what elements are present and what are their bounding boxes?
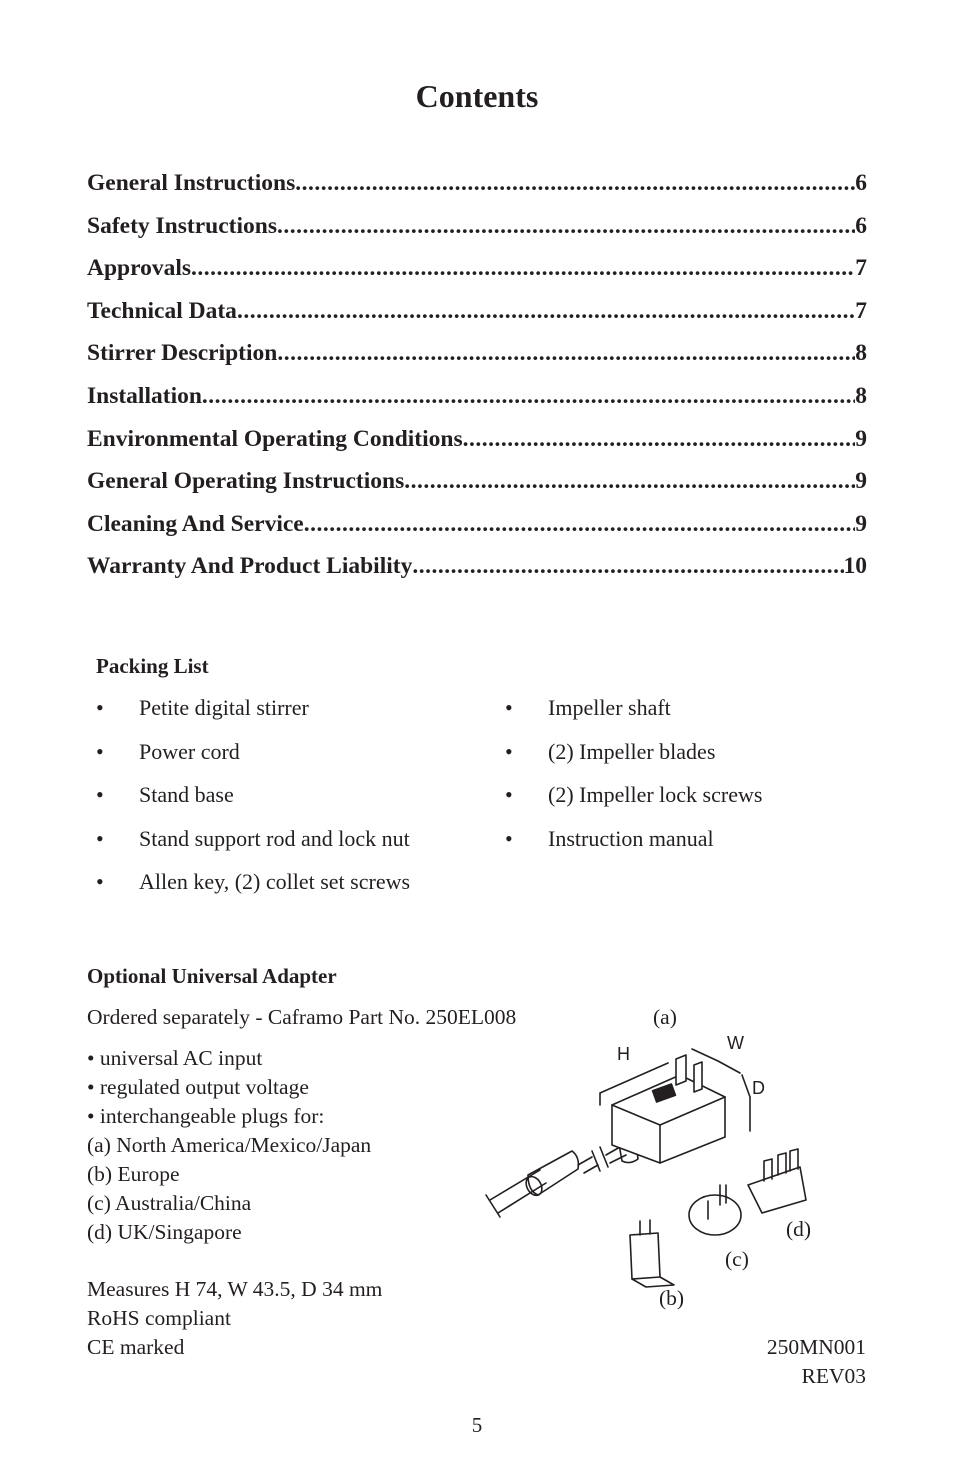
page-number: 5 xyxy=(471,1413,483,1437)
toc-leader-dots xyxy=(191,255,855,282)
toc-entry-general-operating-instructions[interactable] xyxy=(87,468,867,511)
toc-label: Safety Instructions xyxy=(87,212,277,239)
adapter-feature: (d) UK/Singapore xyxy=(87,1220,242,1244)
bullet: • xyxy=(96,869,104,894)
toc-label: Stirrer Description xyxy=(87,340,278,367)
bullet: • xyxy=(505,825,513,851)
adapter-spec: CE marked xyxy=(87,1335,185,1359)
toc-entry-environmental-conditions[interactable] xyxy=(87,426,867,469)
toc-page-number: 6 xyxy=(855,170,867,196)
document-revision: REV03 xyxy=(801,1364,866,1388)
toc-entry-warranty[interactable] xyxy=(87,553,867,596)
adapter-feature: • regulated output voltage xyxy=(87,1075,309,1099)
dimension-label-h: H xyxy=(617,1044,630,1064)
toc-page-number: 9 xyxy=(855,425,867,452)
optional-adapter-title: Optional Universal Adapter xyxy=(87,964,337,988)
toc-page-number: 10 xyxy=(843,553,867,580)
toc-leader-dots xyxy=(295,170,855,197)
figure-label-c: (c) xyxy=(725,1247,749,1271)
toc-label: Warranty And Product Liability xyxy=(87,553,413,580)
toc-label: General Instructions xyxy=(87,170,296,196)
toc-page-number: 7 xyxy=(855,255,867,282)
list-item-text: Stand support rod and lock nut xyxy=(139,825,410,851)
toc-leader-dots xyxy=(463,426,856,453)
table-of-contents xyxy=(87,170,867,596)
plug-prong xyxy=(694,1062,702,1092)
list-item-text: Instruction manual xyxy=(548,825,714,851)
packing-list-title: Packing List xyxy=(96,654,209,678)
toc-label: Technical Data xyxy=(87,297,237,324)
toc-entry-cleaning-and-service[interactable] xyxy=(87,511,867,554)
bullet: • xyxy=(505,782,513,807)
list-item-text: Power cord xyxy=(139,738,240,764)
plug-australia xyxy=(689,1195,741,1235)
list-item-text: Stand base xyxy=(139,782,234,807)
toc-page-number: 9 xyxy=(855,510,867,537)
adapter-feature: (a) North America/Mexico/Japan xyxy=(87,1133,372,1157)
toc-leader-dots xyxy=(202,383,855,410)
toc-entry-stirrer-description[interactable] xyxy=(87,340,867,383)
bullet: • xyxy=(96,738,104,764)
toc-entry-technical-data[interactable] xyxy=(87,298,867,341)
figure-label-a: (a) xyxy=(653,1005,677,1029)
plug-europe-pins xyxy=(640,1220,650,1235)
toc-entry-installation[interactable] xyxy=(87,383,867,426)
toc-label: General Operating Instructions xyxy=(87,468,405,495)
toc-leader-dots xyxy=(404,468,855,495)
bullet: • xyxy=(96,782,104,807)
bullet: • xyxy=(96,695,104,720)
toc-leader-dots xyxy=(237,298,855,325)
bullet: • xyxy=(505,695,513,720)
toc-page-number: 7 xyxy=(855,297,867,324)
toc-leader-dots xyxy=(412,553,843,580)
toc-page-number: 6 xyxy=(855,212,867,239)
universal-adapter-illustration xyxy=(480,1035,820,1300)
toc-entry-general-instructions[interactable] xyxy=(87,170,867,213)
figure-label-d: (d) xyxy=(786,1217,812,1241)
list-item-text: Allen key, (2) collet set screws xyxy=(139,869,411,894)
toc-leader-dots xyxy=(277,213,855,240)
plug-europe xyxy=(630,1233,660,1279)
list-item-text: (2) Impeller lock screws xyxy=(548,782,763,807)
list-item-text: Petite digital stirrer xyxy=(139,695,309,720)
toc-label: Environmental Operating Conditions xyxy=(87,425,463,452)
toc-entry-safety-instructions[interactable] xyxy=(87,213,867,256)
dimension-label-d: D xyxy=(752,1078,765,1098)
toc-label: Approvals xyxy=(87,255,192,282)
toc-label: Installation xyxy=(87,382,202,409)
toc-entry-approvals[interactable] xyxy=(87,255,867,298)
adapter-feature: (c) Australia/China xyxy=(87,1191,252,1215)
adapter-feature: (b) Europe xyxy=(87,1162,180,1186)
adapter-order-info: Ordered separately - Caframo Part No. 250EL008 xyxy=(87,1005,517,1029)
bullet: • xyxy=(96,825,104,851)
dimension-label-w: W xyxy=(727,1033,744,1053)
adapter-feature: • universal AC input xyxy=(87,1046,263,1070)
adapter-spec: RoHS compliant xyxy=(87,1306,231,1330)
list-item-text: Impeller shaft xyxy=(548,695,671,720)
toc-page-number: 8 xyxy=(855,340,867,367)
adapter-spec: Measures H 74, W 43.5, D 34 mm xyxy=(87,1277,383,1301)
toc-page-number: 9 xyxy=(855,468,867,495)
toc-leader-dots xyxy=(277,340,855,367)
figure-label-b: (b) xyxy=(659,1286,685,1310)
cable-line xyxy=(490,1170,546,1213)
plug-prong xyxy=(676,1055,686,1085)
page-title: Contents xyxy=(415,78,539,114)
dimension-line-d xyxy=(742,1075,750,1131)
bullet: • xyxy=(505,738,513,764)
toc-label: Cleaning And Service xyxy=(87,510,304,537)
document-code: 250MN001 xyxy=(766,1335,866,1359)
plug-uk xyxy=(748,1167,806,1213)
toc-leader-dots xyxy=(304,511,856,538)
toc-page-number: 8 xyxy=(855,382,867,409)
list-item-text: (2) Impeller blades xyxy=(548,738,716,764)
adapter-feature: • interchangeable plugs for: xyxy=(87,1104,325,1128)
